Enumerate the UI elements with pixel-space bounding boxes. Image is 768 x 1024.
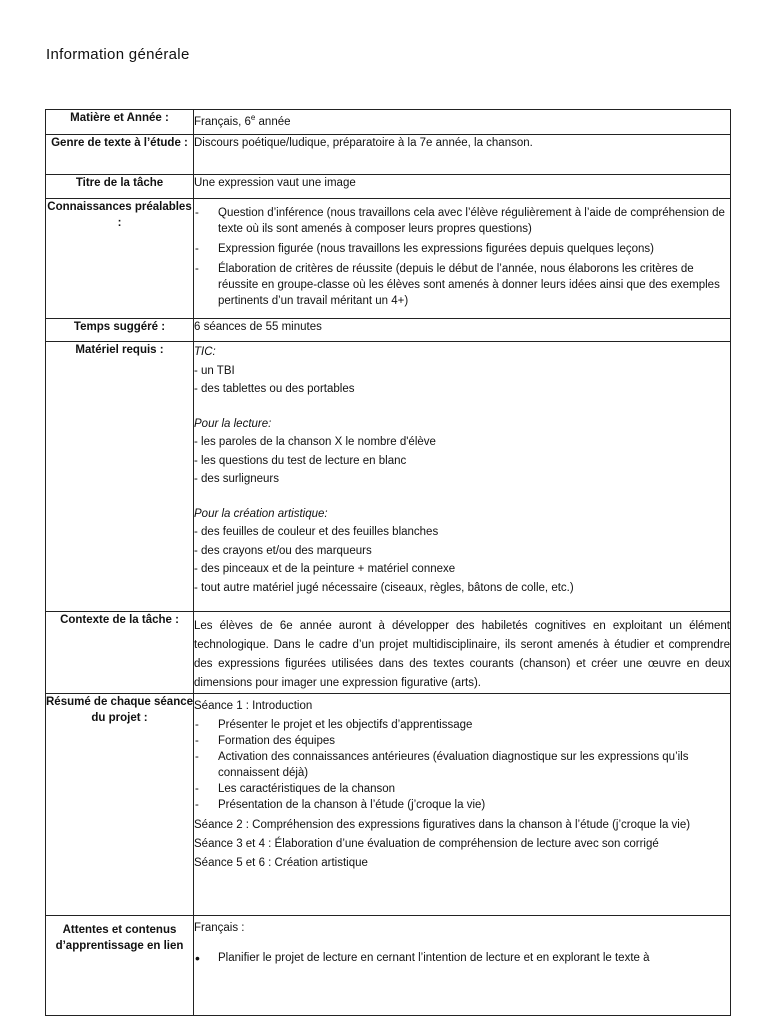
- connaissances-list: [194, 205, 730, 309]
- row-contexte: [46, 612, 731, 694]
- label-attentes: Attentes et contenus d’apprentissage en lien: [46, 916, 194, 1016]
- label-titre: Titre de la tâche: [46, 175, 194, 199]
- row-attentes: [46, 916, 731, 1016]
- seance-1-list: [194, 717, 730, 813]
- list-item: - des tablettes ou des portables: [194, 383, 355, 395]
- list-item: - des surligneurs: [194, 473, 280, 485]
- seance-3-4: Séance 3 et 4 : Élaboration d’une évaluation de compréhension de lecture avec son corrigé: [194, 838, 659, 850]
- row-resume: [46, 694, 731, 916]
- list-item: - les paroles de la chanson X le nombre d'élève: [194, 436, 436, 448]
- creation-heading: Pour la création artistique:: [194, 507, 328, 520]
- list-item: - tout autre matériel jugé nécessaire (ciseaux, règles, bâtons de colle, etc.): [194, 581, 574, 594]
- content-contexte: Les élèves de 6e année auront à développer des habiletés cognitives en exploitant un élément technologique. Dans le cadre d’un projet multidisciplinaire, ils seront amenés à étudier et comprendre des expressions figurées utilisées dans des textes courants (chanson) et créer une œuvre en deux dimensions pour imager une expression figurative (arts).: [194, 612, 731, 694]
- content-materiel: [194, 342, 731, 612]
- content-titre: Une expression vaut une image: [194, 175, 731, 199]
- list-item: - un TBI: [194, 364, 235, 377]
- row-materiel: [46, 342, 731, 612]
- tic-heading: TIC:: [194, 346, 216, 358]
- content-connaissances: [194, 199, 731, 319]
- label-contexte: Contexte de la tâche :: [46, 612, 194, 694]
- row-temps: [46, 319, 731, 342]
- list-item: - Les caractéristiques de la chanson: [194, 781, 730, 797]
- list-item: - des pinceaux et de la peinture + matériel connexe: [194, 563, 456, 575]
- list-item: - Expression figurée (nous travaillons les expressions figurées depuis quelques leçons): [194, 241, 730, 257]
- info-table: [45, 109, 731, 1016]
- matiere-sup: e: [250, 113, 256, 122]
- lecture-heading: Pour la lecture:: [194, 417, 272, 430]
- label-temps: Temps suggéré :: [46, 319, 194, 342]
- row-titre: [46, 175, 731, 199]
- list-item: - des crayons et/ou des marqueurs: [194, 544, 372, 557]
- list-item: - Formation des équipes: [194, 733, 730, 749]
- content-temps: 6 séances de 55 minutes: [194, 319, 731, 342]
- label-genre: Genre de texte à l’étude :: [46, 135, 194, 175]
- list-item: - les questions du test de lecture en blanc: [194, 454, 407, 467]
- list-item: - Activation des connaissances antérieures (évaluation diagnostique sur les expressions qu’ils connaissent déjà): [194, 749, 730, 781]
- content-genre: Discours poétique/ludique, préparatoire à la 7e année, la chanson.: [194, 135, 731, 175]
- list-item: - Question d’inférence (nous travaillons cela avec l’élève régulièrement à l’aide de compréhension de texte où ils sont amenés à composer leurs propres questions): [194, 205, 730, 237]
- seance-1-heading: Séance 1 : Introduction: [194, 700, 313, 712]
- seance-5-6: Séance 5 et 6 : Création artistique: [194, 857, 368, 869]
- label-resume: Résumé de chaque séance du projet :: [46, 694, 194, 916]
- attentes-list: [194, 950, 730, 966]
- list-item: - Élaboration de critères de réussite (depuis le début de l’année, nous élaborons les critères de réussite en groupe-classe où les élèves sont amenés à donner leurs idées ainsi que des exemples pertinents d’un travail méritant un 4+): [194, 261, 730, 309]
- label-connaissances: Connaissances préalables :: [46, 199, 194, 319]
- list-item: - Présentation de la chanson à l’étude (j’croque la vie): [194, 797, 730, 813]
- label-matiere: Matière et Année :: [46, 110, 194, 135]
- label-materiel: Matériel requis :: [46, 342, 194, 612]
- row-matiere: [46, 110, 731, 135]
- list-item: - des feuilles de couleur et des feuilles blanches: [194, 526, 439, 538]
- row-connaissances: [46, 199, 731, 319]
- list-item: - Présenter le projet et les objectifs d’apprentissage: [194, 717, 730, 733]
- content-attentes: [194, 916, 731, 1016]
- row-genre: [46, 135, 731, 175]
- matiere-text: Français, 6: [194, 115, 251, 128]
- content-resume: [194, 694, 731, 916]
- page-title: Information générale: [46, 46, 190, 63]
- matiere-rest: année: [255, 115, 291, 128]
- list-item: • Planifier le projet de lecture en cernant l’intention de lecture et en explorant le texte à: [194, 950, 730, 966]
- content-matiere: [194, 110, 731, 135]
- attentes-heading: Français :: [194, 922, 245, 934]
- seance-2: Séance 2 : Compréhension des expressions figuratives dans la chanson à l’étude (j’croque la vie): [194, 819, 691, 831]
